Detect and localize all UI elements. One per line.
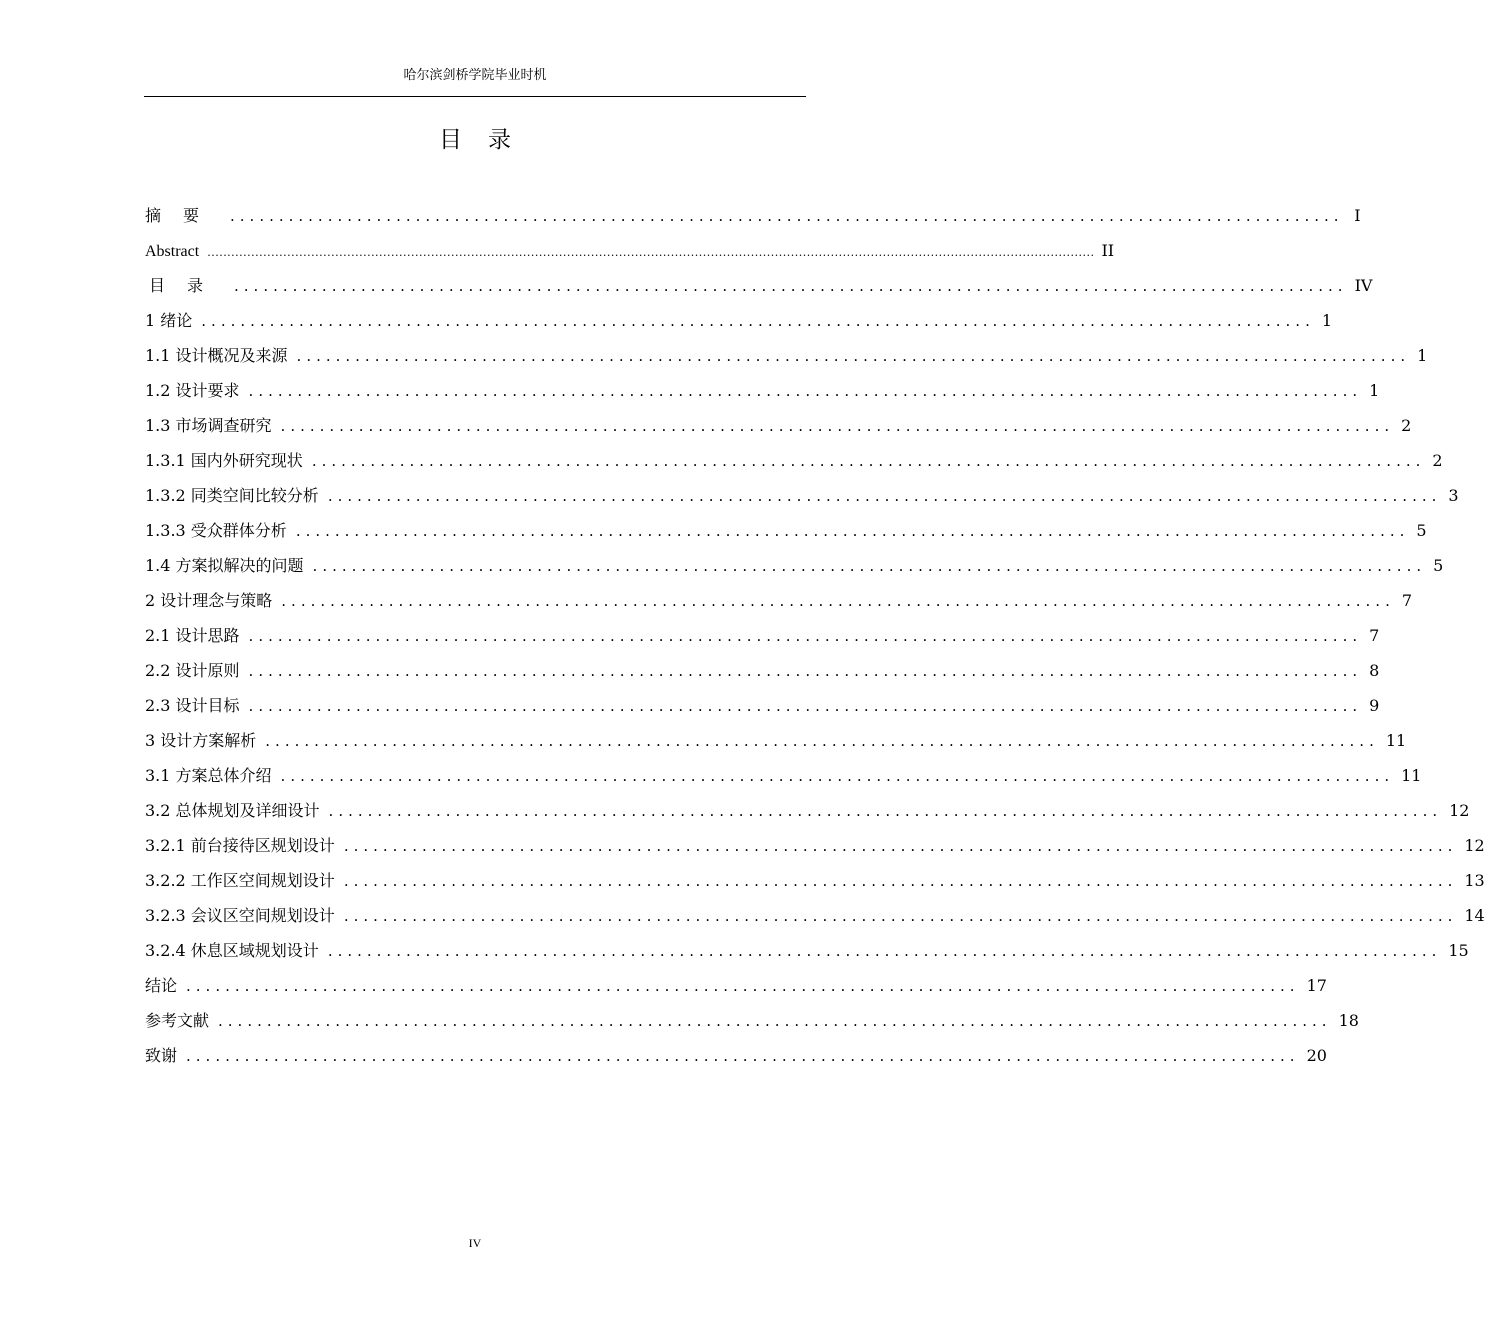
toc-entry-label: 致谢	[145, 1046, 178, 1065]
toc-leader-dots: ..............................................................................................................................................................................................................................	[207, 246, 1095, 259]
toc-entry-label: 1.2 设计要求	[145, 381, 240, 400]
toc-entry-page: 5	[1416, 521, 1427, 540]
toc-entry-page: 11	[1401, 766, 1422, 785]
toc-entry-label: 1.3.3 受众群体分析	[145, 521, 287, 540]
toc-entry[interactable]	[145, 1003, 1359, 1038]
toc-entry[interactable]	[145, 933, 1469, 968]
toc-entry[interactable]	[145, 653, 1380, 688]
toc-entry-page: I	[1354, 206, 1361, 225]
toc-leader-dots: ..................................................................................................................	[248, 627, 1363, 645]
toc-entry[interactable]	[145, 968, 1327, 1003]
toc-entry-label: 摘要	[145, 206, 222, 225]
toc-leader-dots: ..................................................................................................................	[327, 942, 1442, 960]
toc-entry-page: 12	[1449, 801, 1470, 820]
toc-entry[interactable]	[145, 793, 1470, 828]
toc-entry-label: 3.2 总体规划及详细设计	[145, 801, 320, 820]
toc-entry-page: 5	[1433, 556, 1444, 575]
toc-entry-label: 结论	[145, 976, 178, 995]
toc-entry[interactable]	[145, 478, 1459, 513]
toc-entry[interactable]	[145, 338, 1428, 373]
toc-entry-label: 3 设计方案解析	[145, 731, 257, 750]
toc-entry-label: 1.3.1 国内外研究现状	[145, 451, 303, 470]
toc-entry-page: 1	[1321, 311, 1333, 330]
toc-entry-abstract-en[interactable]	[145, 233, 1115, 268]
toc-entry-page: 12	[1464, 836, 1485, 855]
toc-entry-label: 2.3 设计目标	[145, 696, 240, 715]
toc-entry[interactable]	[145, 583, 1413, 618]
toc-entry-page: 3	[1448, 486, 1459, 505]
toc-entry-page: 18	[1338, 1011, 1359, 1030]
toc-entry-label: 3.2.1 前台接待区规划设计	[145, 836, 335, 855]
toc-entry-label: 3.2.3 会议区空间规划设计	[145, 906, 335, 925]
toc-entry-page: IV	[1354, 276, 1373, 295]
toc-entry-label: 1.3 市场调查研究	[145, 416, 272, 435]
toc-leader-dots: ..................................................................................................................	[230, 207, 1344, 225]
toc-leader-dots: ..................................................................................................................	[295, 522, 1410, 540]
toc-entry[interactable]	[145, 758, 1422, 793]
toc-entry-page: 15	[1448, 941, 1469, 960]
toc-entry[interactable]	[145, 723, 1407, 758]
toc-entry[interactable]	[145, 863, 1485, 898]
toc-leader-dots: ..................................................................................................................	[248, 662, 1363, 680]
toc-entry[interactable]	[145, 688, 1380, 723]
toc-entry[interactable]	[145, 373, 1380, 408]
table-of-contents	[145, 198, 1485, 1073]
toc-entry-label: 2.2 设计原则	[145, 661, 240, 680]
toc-entry-page: 20	[1306, 1046, 1327, 1065]
toc-leader-dots: ..................................................................................................................	[186, 977, 1300, 995]
toc-entry-label: 1.3.2 同类空间比较分析	[145, 486, 319, 505]
toc-leader-dots: ..................................................................................................................	[343, 837, 1458, 855]
toc-entry-page: 2	[1432, 451, 1443, 470]
toc-leader-dots: ..................................................................................................................	[248, 697, 1363, 715]
toc-entry[interactable]	[145, 548, 1444, 583]
toc-leader-dots: ..................................................................................................................	[280, 417, 1395, 435]
toc-entry-label: 2 设计理念与策略	[145, 591, 273, 610]
toc-entry[interactable]	[145, 303, 1333, 338]
toc-entry-label: 目录	[149, 276, 226, 295]
toc-entry[interactable]	[145, 513, 1427, 548]
toc-entry[interactable]	[145, 828, 1485, 863]
toc-entry-label: 3.1 方案总体介绍	[145, 766, 272, 785]
toc-entry-page: II	[1101, 241, 1115, 260]
toc-entry-label: 1.4 方案拟解决的问题	[145, 556, 304, 575]
toc-leader-dots: ..................................................................................................................	[328, 802, 1443, 820]
toc-entry[interactable]	[145, 443, 1443, 478]
toc-leader-dots: ..................................................................................................................	[281, 592, 1395, 610]
toc-leader-dots: ..................................................................................................................	[327, 487, 1442, 505]
running-header: 哈尔滨剑桥学院毕业时机	[403, 68, 547, 83]
toc-leader-dots: ..................................................................................................................	[311, 452, 1426, 470]
toc-leader-dots: ..................................................................................................................	[234, 277, 1348, 295]
toc-leader-dots: ..................................................................................................................	[343, 907, 1458, 925]
toc-entry[interactable]	[145, 898, 1485, 933]
toc-leader-dots: ..................................................................................................................	[296, 347, 1411, 365]
page-title: 目录	[439, 127, 537, 153]
toc-entry-label: 参考文献	[145, 1011, 210, 1030]
toc-entry-label: 3.2.2 工作区空间规划设计	[145, 871, 335, 890]
toc-leader-dots: ..................................................................................................................	[343, 872, 1458, 890]
toc-entry-label: 2.1 设计思路	[145, 626, 240, 645]
toc-leader-dots: ..................................................................................................................	[280, 767, 1395, 785]
toc-entry-page: 9	[1369, 696, 1380, 715]
toc-leader-dots: ..................................................................................................................	[265, 732, 1379, 750]
toc-entry[interactable]	[145, 618, 1380, 653]
toc-entry-page: 13	[1464, 871, 1485, 890]
toc-entry-page: 8	[1369, 661, 1380, 680]
toc-entry[interactable]	[145, 408, 1412, 443]
toc-entry-page: 17	[1306, 976, 1327, 995]
toc-entry-page: 14	[1464, 906, 1485, 925]
toc-entry-page: 1	[1369, 381, 1380, 400]
toc-leader-dots: ..................................................................................................................	[312, 557, 1427, 575]
toc-entry-page: 1	[1417, 346, 1428, 365]
toc-entry[interactable]	[145, 1038, 1327, 1073]
toc-entry-page: 11	[1385, 731, 1407, 750]
toc-leader-dots: ..................................................................................................................	[248, 382, 1363, 400]
toc-entry-label: 3.2.4 休息区域规划设计	[145, 941, 319, 960]
toc-leader-dots: ..................................................................................................................	[186, 1047, 1300, 1065]
toc-entry-label: Abstract	[145, 243, 200, 260]
toc-leader-dots: ..................................................................................................................	[201, 312, 1315, 330]
toc-entry-page: 2	[1401, 416, 1412, 435]
toc-entry-label: 1 绪论	[145, 311, 193, 330]
toc-entry-page: 7	[1401, 591, 1413, 610]
toc-entry-page: 7	[1369, 626, 1380, 645]
toc-entry-label: 1.1 设计概况及来源	[145, 346, 288, 365]
toc-leader-dots: ..................................................................................................................	[218, 1012, 1332, 1030]
page-number: IV	[468, 1236, 482, 1250]
toc-entry-abstract-cn[interactable]	[145, 198, 1361, 233]
toc-entry-contents[interactable]	[145, 268, 1373, 303]
header-divider	[144, 96, 806, 97]
